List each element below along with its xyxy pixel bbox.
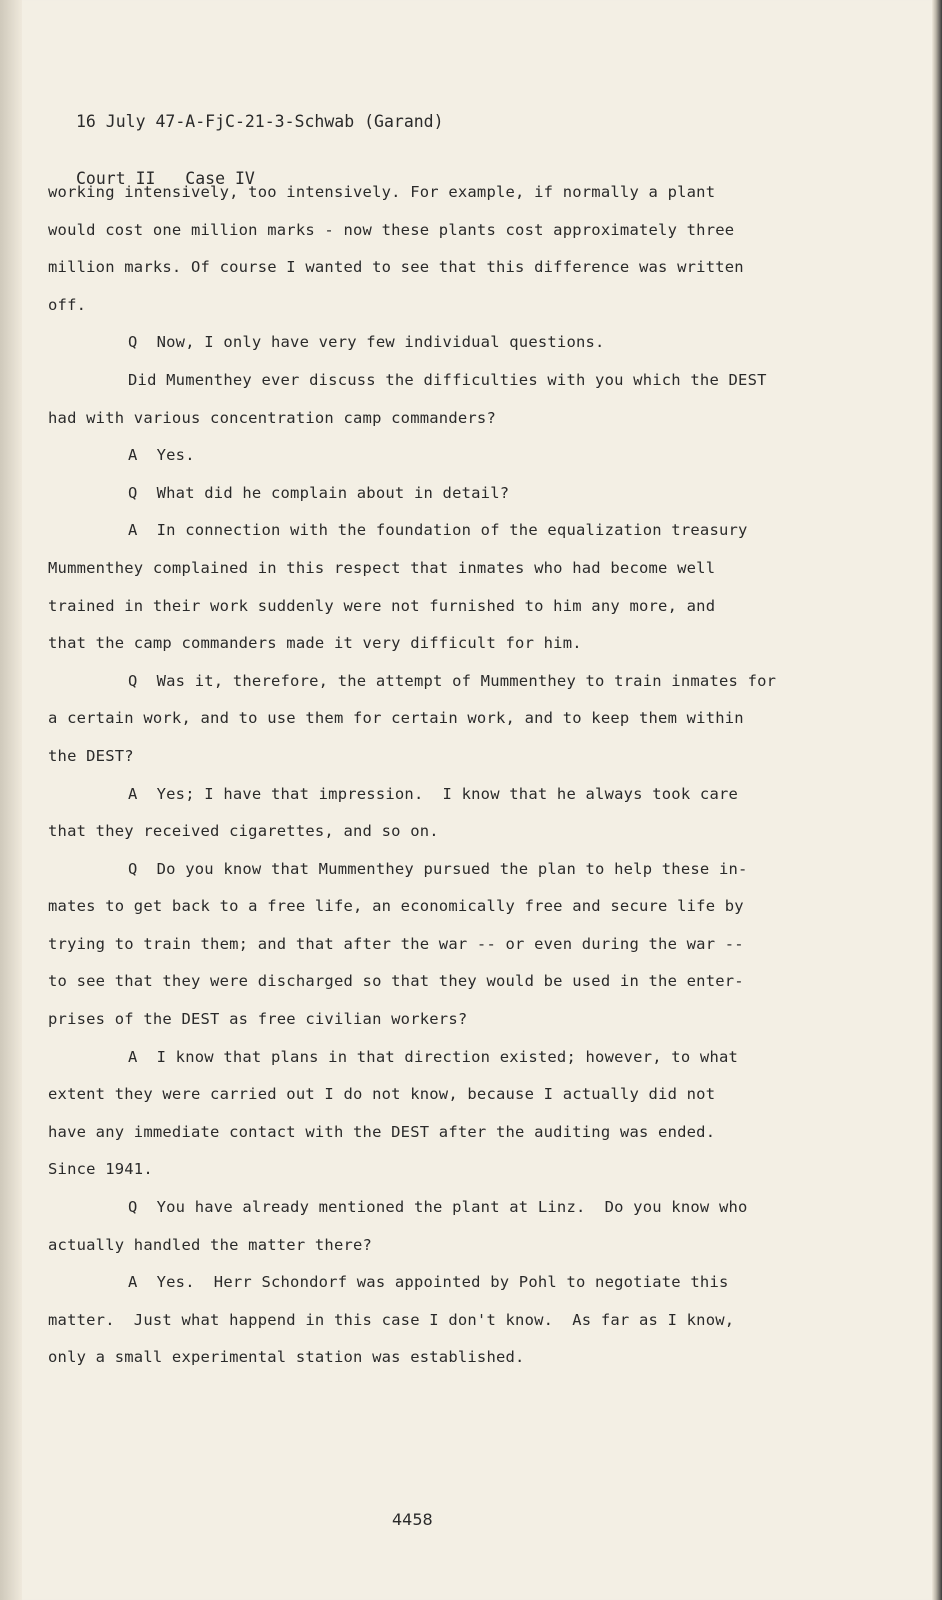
transcript-line: A I know that plans in that direction existed; however, to what [128, 1047, 739, 1066]
transcript-line: A In connection with the foundation of the equalization treasury [128, 521, 748, 540]
transcript-line: Did Mumenthey ever discuss the difficulties with you which the DEST [128, 370, 767, 389]
page-left-edge [0, 0, 22, 1600]
transcript-line: matter. Just what happend in this case I don't know. As far as I know, [48, 1310, 735, 1329]
header-line-2: Court II Case IV [76, 169, 255, 188]
transcript-line: Q Do you know that Mummenthey pursued the plan to help these in- [128, 859, 748, 878]
transcript-line: only a small experimental station was established. [48, 1348, 525, 1367]
transcript-line: trying to train them; and that after the war -- or even during the war -- [48, 934, 744, 953]
transcript-line: Q What did he complain about in detail? [128, 483, 510, 502]
transcript-line: working intensively, too intensively. For example, if normally a plant [48, 183, 716, 201]
transcript-line: Mummenthey complained in this respect that inmates who had become well [48, 558, 716, 577]
transcript-line: trained in their work suddenly were not furnished to him any more, and [48, 596, 716, 615]
transcript-line: Q Now, I only have very few individual questions. [128, 333, 605, 352]
transcript-line: million marks. Of course I wanted to see that this difference was written [48, 258, 744, 277]
transcript-line: that the camp commanders made it very difficult for him. [48, 634, 582, 653]
transcript-line: that they received cigarettes, and so on. [48, 822, 439, 841]
page-number: 4458 [392, 1510, 433, 1529]
transcript-line: actually handled the matter there? [48, 1235, 373, 1254]
transcript-line: Q Was it, therefore, the attempt of Mummenthey to train inmates for [128, 671, 777, 690]
transcript-line: had with various concentration camp commanders? [48, 408, 496, 427]
transcript-line: A Yes. Herr Schondorf was appointed by Pohl to negotiate this [128, 1273, 729, 1292]
page-right-edge [932, 0, 942, 1600]
transcript-line: the DEST? [48, 746, 134, 765]
transcript-line: have any immediate contact with the DEST after the auditing was ended. [48, 1122, 716, 1141]
header-line-1: 16 July 47-A-FjC-21-3-Schwab (Garand) [76, 112, 444, 131]
transcript-line: extent they were carried out I do not know, because I actually did not [48, 1085, 716, 1104]
transcript-line: to see that they were discharged so that they would be used in the enter- [48, 972, 744, 991]
transcript-line: prises of the DEST as free civilian workers? [48, 1010, 468, 1029]
transcript-line: off. [48, 295, 87, 314]
transcript-line: A Yes. [128, 446, 195, 465]
transcript-line: A Yes; I have that impression. I know that he always took care [128, 784, 739, 803]
transcript-line: would cost one million marks - now these plants cost approximately three [48, 220, 735, 239]
transcript-line: Q You have already mentioned the plant at Linz. Do you know who [128, 1198, 748, 1217]
transcript-line: mates to get back to a free life, an economically free and secure life by [48, 897, 744, 916]
transcript-body [48, 174, 838, 1377]
transcript-line: a certain work, and to use them for certain work, and to keep them within [48, 709, 744, 728]
transcript-line: Since 1941. [48, 1160, 153, 1179]
